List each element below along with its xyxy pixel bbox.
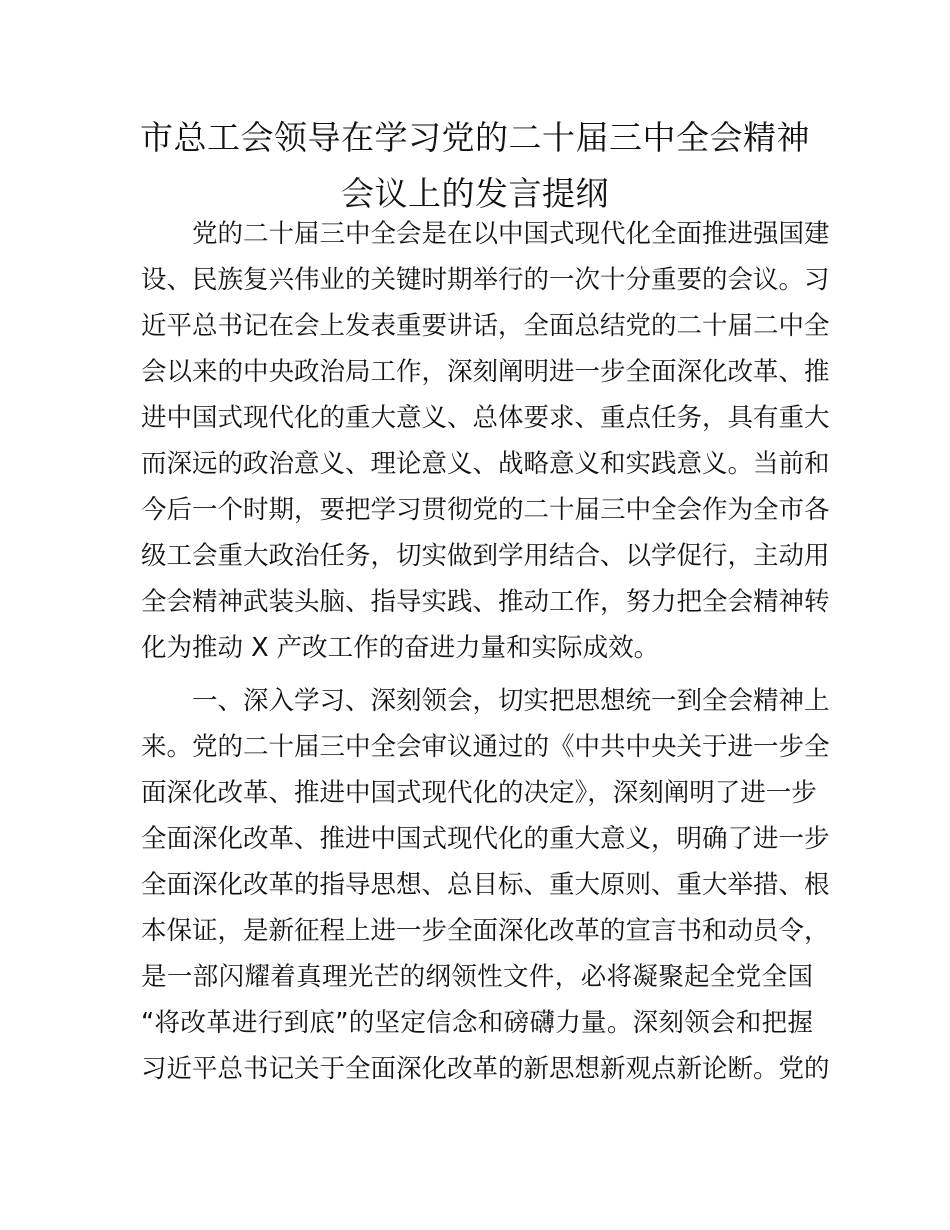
text-line: 级工会重大政治任务，切实做到学用结合、以学促行，主动用 xyxy=(141,541,830,571)
text-line: 来。党的二十届三中全会审议通过的《中共中央关于进一步全 xyxy=(141,732,830,762)
text-line: 近平总书记在会上发表重要讲话，全面总结党的二十届二中全 xyxy=(141,311,830,341)
text-line: 全面深化改革的指导思想、总目标、重大原则、重大举措、根 xyxy=(141,870,830,900)
text-line: 一、深入学习、深刻领会，切实把思想统一到全会精神上 xyxy=(192,686,830,716)
document-title xyxy=(120,110,830,222)
text-line: “将改革进行到底”的坚定信念和磅礴力量。深刻领会和把握 xyxy=(141,1008,813,1038)
title-line: 市总工会领导在学习党的二十届三中全会精神 xyxy=(140,118,810,157)
text-line: 而深远的政治意义、理论意义、战略意义和实践意义。当前和 xyxy=(141,449,830,479)
text-line: 习近平总书记关于全面深化改革的新思想新观点新论断。党的 xyxy=(141,1054,830,1084)
text-line: 会以来的中央政治局工作，深刻阐明进一步全面深化改革、推 xyxy=(141,357,830,387)
text-line: 设、民族复兴伟业的关键时期举行的一次十分重要的会议。习 xyxy=(141,265,830,295)
text-line: 今后一个时期，要把学习贯彻党的二十届三中全会作为全市各 xyxy=(141,495,830,525)
text-line: 党的二十届三中全会是在以中国式现代化全面推进强国建 xyxy=(192,219,830,249)
text-line: 全会精神武装头脑、指导实践、推动工作，努力把全会精神转 xyxy=(141,587,830,617)
text-line: 进中国式现代化的重大意义、总体要求、重点任务，具有重大 xyxy=(141,403,830,433)
text-line: 是一部闪耀着真理光芒的纲领性文件，必将凝聚起全党全国 xyxy=(141,962,813,992)
text-line: 化为推动 X 产改工作的奋进力量和实际成效。 xyxy=(141,633,660,663)
document-body xyxy=(141,211,830,1092)
title-line: 会议上的发言提纲 xyxy=(341,174,609,213)
paragraph xyxy=(141,211,830,671)
text-line: 全面深化改革、推进中国式现代化的重大意义，明确了进一步 xyxy=(141,824,830,854)
text-line: 面深化改革、推进中国式现代化的决定》，深刻阐明了进一步 xyxy=(141,778,817,808)
paragraph xyxy=(141,678,830,1092)
paragraph-spacer xyxy=(141,671,813,678)
text-line: 本保证，是新征程上进一步全面深化改革的宣言书和动员令， xyxy=(141,916,830,946)
